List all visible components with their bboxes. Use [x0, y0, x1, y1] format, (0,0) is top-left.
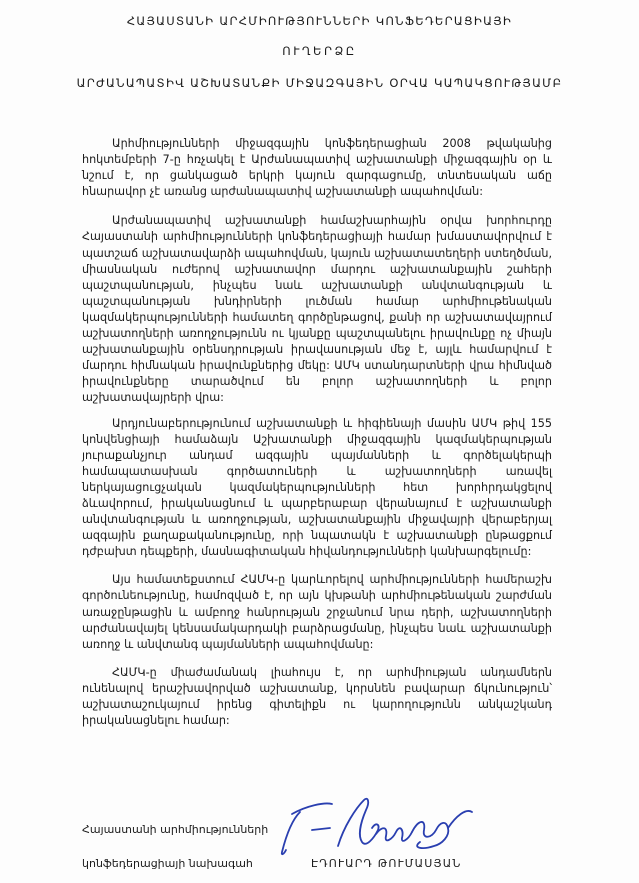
- signatory-title-line2: կոնֆեդերացիայի նախագահ: [82, 857, 253, 870]
- paragraph-4: Այս համատեքստում ՀԱՄԿ-ը կարևորելով արհմիությունների համերաշխ գործունեությունը, համոզված է, որ այն կխթանի արհմիութենական շարժման առաջընթացին և ամբողջ հանրության շրջանում նրա դերի, աշխատողների արժանավայել կենսամակարդակի բարձրացմանը, ինչպես նաև աշխատանքի առողջ և անվտանգ պայմանների ապահովմանը:: [82, 573, 552, 651]
- header-subject: ԱՐԺԱՆԱՊԱՏԻՎ ԱՇԽԱՏԱՆՔԻ ՄԻՋԱԶԳԱՅԻՆ ՕՐՎԱ ԿԱՊԱԿՑՈՒԹՅԱՄԲ: [76, 76, 563, 90]
- signatory-title-line1: Հայաստանի արհմիությունների: [82, 823, 269, 836]
- letter-body: [82, 136, 552, 742]
- handwritten-signature: [272, 790, 487, 862]
- paragraph-1: Արհմիությունների միջազգային կոնֆեդերացիան 2008 թվականից հոկտեմբերի 7-ը հռչակել է Արժանապատիվ աշխատանքի միջազգային օր և նշում է, որ ցանկացած երկրի կայուն զարգացումը, տնտեսական աճը հնարավոր չէ առանց արժանապատիվ աշխատանքի ապահովման:: [82, 137, 552, 199]
- header-organization: ՀԱՅԱՍՏԱՆԻ ԱՐՀՄԻՈՒԹՅՈՒՆՆԵՐԻ ԿՈՆՖԵԴԵՐԱՑԻԱՅԻ: [126, 14, 513, 28]
- paragraph-3: Արդյունաբերությունում աշխատանքի և հիգիենայի մասին ԱՄԿ թիվ 155 կոնվենցիայի համաձայն Աշխատանքի միջազգային կազմակերպության յուրաքանչյուր անդամ ազգային պայմանների և գործելակերպի համապատասխան գործատուների և աշխատողների առավել ներկայացուցչական կազմակերպությունների հետ խորհրդակցելով ձևավորում, իրականացնում և պարբերաբար վերանայում է աշխատանքի անվտանգության և առողջության, աշխատանքային միջավայրի վերաբերյալ ազգային քաղաքականությունը, որի նպատակն է աշխատանքի ընթացքում դժբախտ դեպքերի, մասնագիտական հիվանդությունների կանխարգելումը:: [82, 416, 552, 559]
- paragraph-5: ՀԱՄԿ-ը միաժամանակ լիահույս է, որ արհմիության անդամներն ունենալով երաշխավորված աշխատանք, կորսնեն բավարար ճկունություն՝ աշխատաշուկայում իրենց գիտելիքն ու կարողությունն անկաշկանդ իրականացնելու համար:: [82, 665, 552, 728]
- header-address: ՈՒՂԵՐՁԸ: [282, 44, 357, 58]
- signatory-name: ԷԴՈՒԱՐԴ ԹՈՒՄԱՍՅԱՆ: [311, 857, 462, 870]
- paragraph-2: Արժանապատիվ աշխատանքի համաշխարհային օրվա խորհուրդը Հայաստանի արհմիությունների կոնֆեդերացիայի համար խմաստավորվում է պատշաճ աշխատավարձի ապահովման, կայուն աշխատատեղերի ստեղծման, միասնական ուժերով աշխատավոր մարդու աշխատանքային շահերի պաշտպանության, ինչպես նաև աշխատանքի անվտանգության և պաշտպանության խնդիրների լուծման համար արհմիութենական կազմակերպությունների համատեղ գործընթացով, քանի որ աշխատավայրում աշխատողների առողջությունն ու կյանքը պաշտպանելու իրավունքը ոչ միայն աշխատանքային օրենսդրության իրավասության մեջ է, այլև համարվում է մարդու հիմնական իրավունքներից մեկը: ԱՄԿ ստանդարտների վրա հիմնված իրավունքները տարածվում են բոլոր աշխատողների և բոլոր աշխատավայրերի վրա:: [82, 214, 552, 405]
